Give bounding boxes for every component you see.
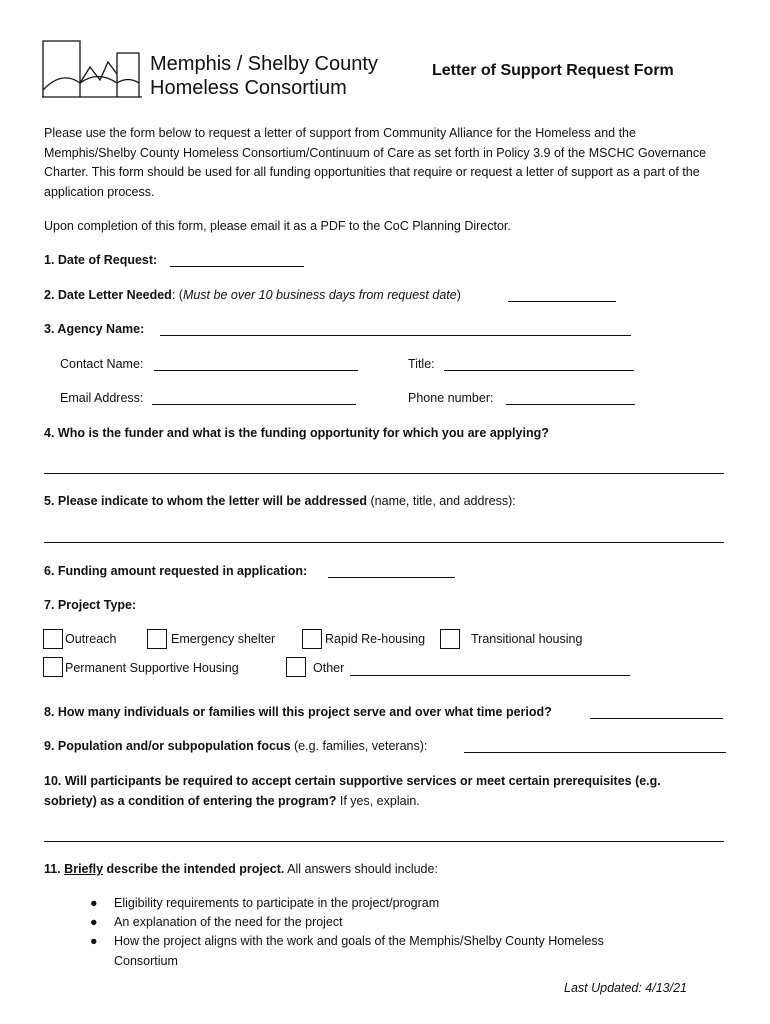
bullet-text: Eligibility requirements to participate in the project/program <box>114 896 440 910</box>
other-label: Other <box>313 661 345 675</box>
q11-hint: All answers should include: <box>284 862 438 876</box>
date-of-request-field[interactable] <box>170 266 304 267</box>
bullet-text: An explanation of the need for the project <box>114 915 343 929</box>
email-address-label: Email Address: <box>60 391 144 405</box>
funder-answer-field[interactable] <box>44 473 724 474</box>
population-focus-field[interactable] <box>464 752 726 753</box>
last-updated: Last Updated: 4/13/21 <box>564 981 688 995</box>
q11-label: describe the intended project. <box>103 862 285 876</box>
q7-label: 7. Project Type: <box>44 598 137 612</box>
q4-label: 4. Who is the funder and what is the funding opportunity for which you are applying? <box>44 426 549 440</box>
agency-name-field[interactable] <box>160 335 631 336</box>
q10-label-row2 <box>44 793 420 809</box>
q2-hint: Must be over 10 business days from request date <box>182 288 457 302</box>
q6-label: 6. Funding amount requested in application: <box>44 564 308 578</box>
bullet-item <box>90 894 440 914</box>
other-project-type-field[interactable] <box>350 675 630 676</box>
addressee-answer-field[interactable] <box>44 542 724 543</box>
q1-label: 1. Date of Request: <box>44 253 158 267</box>
form-title: Letter of Support Request Form <box>432 62 674 79</box>
phone-number-label: Phone number: <box>408 391 494 405</box>
date-letter-needed-field[interactable] <box>508 301 616 302</box>
q2-hint-prefix: : ( <box>171 288 183 302</box>
phone-number-field[interactable] <box>506 404 635 405</box>
rapid-rehousing-checkbox[interactable] <box>302 629 322 649</box>
contact-name-field[interactable] <box>154 370 358 371</box>
q5-hint: (name, title, and address): <box>367 494 516 508</box>
q9-label: 9. Population and/or subpopulation focus <box>44 739 291 753</box>
q3-label: 3. Agency Name: <box>44 322 145 336</box>
funding-amount-field[interactable] <box>328 577 455 578</box>
permanent-supportive-housing-checkbox[interactable] <box>43 657 63 677</box>
outreach-checkbox[interactable] <box>43 629 63 649</box>
q2-label: 2. Date Letter Needed <box>44 288 172 302</box>
bullet-icon: ● <box>90 934 98 948</box>
org-name <box>150 52 378 100</box>
intro-paragraph: Please use the form below to request a letter of support from Community Alliance for the Homeless and the Memphis/Shelby County Homeless Consortium/Continuum of Care as set forth in Policy 3.9 of the MSCHC Governance Charter. This form should be used for all funding opportunities that require or request a letter of support as a part of the application process. <box>44 126 707 199</box>
title-field[interactable] <box>444 370 634 371</box>
q5-label: 5. Please indicate to whom the letter will be addressed <box>44 494 368 508</box>
org-name-line2: Homeless Consortium <box>150 77 347 99</box>
individuals-served-field[interactable] <box>590 718 723 719</box>
contact-name-label: Contact Name: <box>60 357 144 371</box>
title-label: Title: <box>408 357 435 371</box>
bullet-text: How the project aligns with the work and goals of the Memphis/Shelby County Homeless <box>114 934 604 948</box>
prerequisites-answer-field[interactable] <box>44 841 724 842</box>
q10-label-line1: 10. Will participants be required to accept certain supportive services or meet certain prerequisites (e.g. <box>44 774 661 788</box>
bullet-item <box>90 913 343 933</box>
bullet-icon: ● <box>90 896 98 910</box>
q2-hint-suffix: ) <box>456 288 461 302</box>
permanent-supportive-housing-label: Permanent Supportive Housing <box>65 661 239 675</box>
emergency-shelter-label: Emergency shelter <box>171 632 276 646</box>
transitional-housing-checkbox[interactable] <box>440 629 460 649</box>
emergency-shelter-checkbox[interactable] <box>147 629 167 649</box>
email-instruction: Upon completion of this form, please email it as a PDF to the CoC Planning Director. <box>44 219 511 233</box>
q11-emphasis: Briefly <box>64 862 104 876</box>
q2-label-row <box>44 287 461 303</box>
q10-label-line2: sobriety) as a condition of entering the program? <box>44 794 337 808</box>
bullet-continuation: Consortium <box>114 954 178 968</box>
outreach-label: Outreach <box>65 632 117 646</box>
q5-label-row <box>44 493 516 509</box>
org-name-line1: Memphis / Shelby County <box>150 53 378 75</box>
other-checkbox[interactable] <box>286 657 306 677</box>
q9-hint: (e.g. families, veterans): <box>290 739 428 753</box>
transitional-housing-label: Transitional housing <box>471 632 583 646</box>
email-address-field[interactable] <box>152 404 356 405</box>
q8-label: 8. How many individuals or families will this project serve and over what time period? <box>44 705 552 719</box>
bullet-item <box>90 932 604 952</box>
bullet-icon: ● <box>90 915 98 929</box>
q11-prefix: 11. <box>44 862 65 876</box>
q9-label-row <box>44 738 427 754</box>
rapid-rehousing-label: Rapid Re-housing <box>325 632 426 646</box>
q10-hint: If yes, explain. <box>336 794 420 808</box>
q11-label-row <box>44 861 438 877</box>
consortium-logo <box>42 40 142 98</box>
